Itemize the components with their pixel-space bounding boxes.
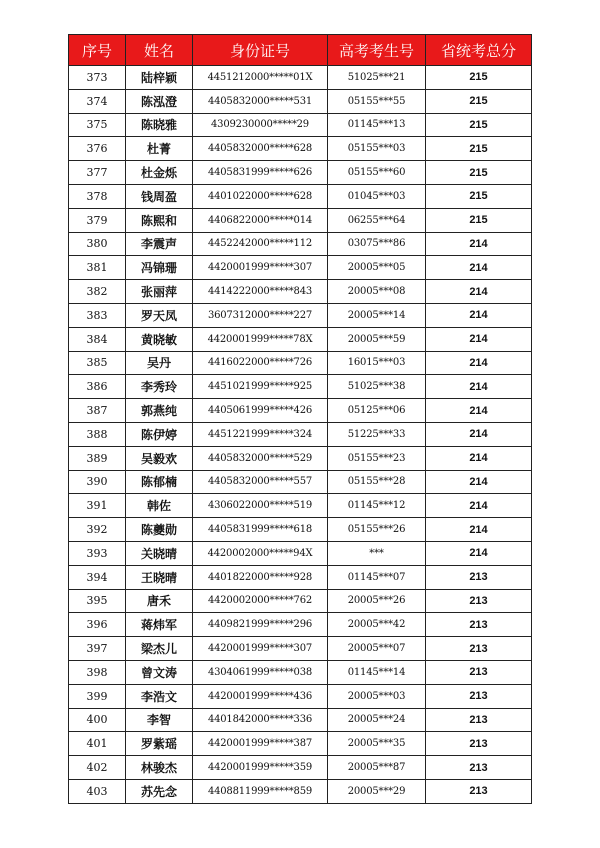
cell-id-number: 4420001999*****436 xyxy=(193,684,328,708)
cell-seq: 400 xyxy=(69,708,126,732)
table-row xyxy=(69,589,532,613)
cell-seq: 386 xyxy=(69,375,126,399)
cell-exam-number: 20005***07 xyxy=(328,637,426,661)
cell-name: 李秀玲 xyxy=(126,375,193,399)
table-row xyxy=(69,494,532,518)
cell-name: 杜菁 xyxy=(126,137,193,161)
cell-id-number: 4405832000*****529 xyxy=(193,446,328,470)
table-row xyxy=(69,137,532,161)
table-row xyxy=(69,732,532,756)
table-row xyxy=(69,756,532,780)
cell-seq: 403 xyxy=(69,779,126,803)
cell-seq: 393 xyxy=(69,541,126,565)
cell-total-score: 214 xyxy=(426,470,532,494)
table-row xyxy=(69,779,532,803)
cell-exam-number: 05155***28 xyxy=(328,470,426,494)
cell-seq: 381 xyxy=(69,256,126,280)
cell-id-number: 4401842000*****336 xyxy=(193,708,328,732)
cell-name: 李震声 xyxy=(126,232,193,256)
cell-total-score: 214 xyxy=(426,256,532,280)
cell-seq: 379 xyxy=(69,208,126,232)
cell-exam-number: 51225***33 xyxy=(328,422,426,446)
cell-seq: 373 xyxy=(69,66,126,90)
cell-exam-number: 05125***06 xyxy=(328,399,426,423)
cell-name: 李智 xyxy=(126,708,193,732)
cell-seq: 394 xyxy=(69,565,126,589)
cell-name: 冯锦珊 xyxy=(126,256,193,280)
cell-total-score: 214 xyxy=(426,232,532,256)
cell-total-score: 214 xyxy=(426,327,532,351)
table-row xyxy=(69,208,532,232)
cell-total-score: 213 xyxy=(426,779,532,803)
cell-name: 陈晓雅 xyxy=(126,113,193,137)
table-row xyxy=(69,541,532,565)
cell-exam-number: 20005***35 xyxy=(328,732,426,756)
cell-seq: 384 xyxy=(69,327,126,351)
cell-name: 吴丹 xyxy=(126,351,193,375)
cell-seq: 387 xyxy=(69,399,126,423)
cell-seq: 385 xyxy=(69,351,126,375)
table-row xyxy=(69,232,532,256)
cell-name: 关晓晴 xyxy=(126,541,193,565)
cell-id-number: 4401822000*****928 xyxy=(193,565,328,589)
table-row xyxy=(69,66,532,90)
cell-id-number: 4401022000*****628 xyxy=(193,184,328,208)
table-row xyxy=(69,422,532,446)
cell-name: 钱周盈 xyxy=(126,184,193,208)
cell-seq: 396 xyxy=(69,613,126,637)
cell-name: 罗紫瑶 xyxy=(126,732,193,756)
cell-exam-number: *** xyxy=(328,541,426,565)
cell-name: 陈伊婷 xyxy=(126,422,193,446)
cell-exam-number: 20005***26 xyxy=(328,589,426,613)
cell-total-score: 213 xyxy=(426,637,532,661)
cell-name: 唐禾 xyxy=(126,589,193,613)
cell-total-score: 214 xyxy=(426,422,532,446)
cell-exam-number: 20005***05 xyxy=(328,256,426,280)
cell-exam-number: 05155***60 xyxy=(328,161,426,185)
header-exam-number: 高考考生号 xyxy=(328,35,426,66)
cell-total-score: 215 xyxy=(426,66,532,90)
cell-exam-number: 03075***86 xyxy=(328,232,426,256)
cell-total-score: 215 xyxy=(426,113,532,137)
cell-id-number: 4420001999*****359 xyxy=(193,756,328,780)
cell-exam-number: 05155***55 xyxy=(328,89,426,113)
cell-seq: 401 xyxy=(69,732,126,756)
cell-id-number: 4452242000*****112 xyxy=(193,232,328,256)
cell-seq: 395 xyxy=(69,589,126,613)
cell-exam-number: 05155***26 xyxy=(328,518,426,542)
table-row xyxy=(69,660,532,684)
cell-id-number: 4405832000*****557 xyxy=(193,470,328,494)
table-row xyxy=(69,256,532,280)
table-row xyxy=(69,637,532,661)
cell-id-number: 4414222000*****843 xyxy=(193,280,328,304)
cell-exam-number: 01145***14 xyxy=(328,660,426,684)
table-row xyxy=(69,327,532,351)
cell-id-number: 4420002000*****762 xyxy=(193,589,328,613)
cell-exam-number: 51025***21 xyxy=(328,66,426,90)
cell-id-number: 4405061999*****426 xyxy=(193,399,328,423)
cell-total-score: 214 xyxy=(426,494,532,518)
cell-total-score: 213 xyxy=(426,660,532,684)
cell-seq: 378 xyxy=(69,184,126,208)
cell-id-number: 4416022000*****726 xyxy=(193,351,328,375)
cell-name: 吴毅欢 xyxy=(126,446,193,470)
cell-name: 李浩文 xyxy=(126,684,193,708)
header-name: 姓名 xyxy=(126,35,193,66)
cell-id-number: 4420001999*****307 xyxy=(193,256,328,280)
cell-seq: 376 xyxy=(69,137,126,161)
table-row xyxy=(69,565,532,589)
cell-seq: 398 xyxy=(69,660,126,684)
cell-id-number: 4451212000*****01X xyxy=(193,66,328,90)
cell-exam-number: 01045***03 xyxy=(328,184,426,208)
cell-total-score: 213 xyxy=(426,565,532,589)
cell-seq: 389 xyxy=(69,446,126,470)
cell-total-score: 213 xyxy=(426,684,532,708)
cell-seq: 391 xyxy=(69,494,126,518)
table-row xyxy=(69,613,532,637)
cell-name: 陈泓澄 xyxy=(126,89,193,113)
cell-total-score: 215 xyxy=(426,161,532,185)
table-row xyxy=(69,684,532,708)
table-body xyxy=(69,66,532,804)
cell-id-number: 4405831999*****626 xyxy=(193,161,328,185)
table-row xyxy=(69,113,532,137)
table-row xyxy=(69,399,532,423)
cell-exam-number: 20005***87 xyxy=(328,756,426,780)
cell-total-score: 213 xyxy=(426,589,532,613)
cell-exam-number: 05155***03 xyxy=(328,137,426,161)
cell-total-score: 214 xyxy=(426,399,532,423)
cell-exam-number: 01145***12 xyxy=(328,494,426,518)
cell-total-score: 215 xyxy=(426,208,532,232)
cell-seq: 380 xyxy=(69,232,126,256)
cell-exam-number: 16015***03 xyxy=(328,351,426,375)
cell-id-number: 4409821999*****296 xyxy=(193,613,328,637)
cell-id-number: 3607312000*****227 xyxy=(193,303,328,327)
cell-total-score: 214 xyxy=(426,518,532,542)
cell-id-number: 4309230000*****29 xyxy=(193,113,328,137)
cell-total-score: 214 xyxy=(426,351,532,375)
cell-total-score: 213 xyxy=(426,756,532,780)
cell-total-score: 215 xyxy=(426,184,532,208)
cell-exam-number: 20005***59 xyxy=(328,327,426,351)
cell-total-score: 214 xyxy=(426,375,532,399)
cell-name: 罗天凤 xyxy=(126,303,193,327)
cell-total-score: 213 xyxy=(426,613,532,637)
cell-seq: 382 xyxy=(69,280,126,304)
cell-seq: 375 xyxy=(69,113,126,137)
cell-name: 苏先念 xyxy=(126,779,193,803)
cell-exam-number: 20005***08 xyxy=(328,280,426,304)
table-row xyxy=(69,303,532,327)
table-row xyxy=(69,470,532,494)
cell-total-score: 214 xyxy=(426,303,532,327)
cell-name: 梁杰儿 xyxy=(126,637,193,661)
cell-id-number: 4420001999*****387 xyxy=(193,732,328,756)
header-total-score: 省统考总分 xyxy=(426,35,532,66)
cell-seq: 392 xyxy=(69,518,126,542)
cell-id-number: 4451221999*****324 xyxy=(193,422,328,446)
cell-name: 蒋炜军 xyxy=(126,613,193,637)
cell-name: 林骏杰 xyxy=(126,756,193,780)
cell-name: 郭燕纯 xyxy=(126,399,193,423)
cell-name: 陈熙和 xyxy=(126,208,193,232)
cell-total-score: 213 xyxy=(426,732,532,756)
cell-exam-number: 51025***38 xyxy=(328,375,426,399)
cell-name: 韩佐 xyxy=(126,494,193,518)
cell-name: 陈郁楠 xyxy=(126,470,193,494)
cell-exam-number: 20005***14 xyxy=(328,303,426,327)
cell-exam-number: 20005***42 xyxy=(328,613,426,637)
cell-name: 黄晓敏 xyxy=(126,327,193,351)
cell-total-score: 215 xyxy=(426,89,532,113)
cell-seq: 383 xyxy=(69,303,126,327)
cell-id-number: 4420001999*****307 xyxy=(193,637,328,661)
table-row xyxy=(69,446,532,470)
cell-exam-number: 20005***24 xyxy=(328,708,426,732)
cell-exam-number: 05155***23 xyxy=(328,446,426,470)
cell-id-number: 4405832000*****531 xyxy=(193,89,328,113)
cell-id-number: 4405832000*****628 xyxy=(193,137,328,161)
header-id-number: 身份证号 xyxy=(193,35,328,66)
cell-seq: 374 xyxy=(69,89,126,113)
cell-seq: 397 xyxy=(69,637,126,661)
cell-seq: 402 xyxy=(69,756,126,780)
table-row xyxy=(69,351,532,375)
cell-total-score: 214 xyxy=(426,541,532,565)
cell-seq: 399 xyxy=(69,684,126,708)
cell-name: 杜金烁 xyxy=(126,161,193,185)
table-row xyxy=(69,280,532,304)
table-row xyxy=(69,518,532,542)
cell-exam-number: 01145***13 xyxy=(328,113,426,137)
cell-id-number: 4306022000*****519 xyxy=(193,494,328,518)
cell-total-score: 215 xyxy=(426,137,532,161)
header-seq: 序号 xyxy=(69,35,126,66)
cell-id-number: 4406822000*****014 xyxy=(193,208,328,232)
cell-seq: 377 xyxy=(69,161,126,185)
cell-exam-number: 06255***64 xyxy=(328,208,426,232)
cell-id-number: 4420001999*****78X xyxy=(193,327,328,351)
cell-name: 陆梓颖 xyxy=(126,66,193,90)
table-row xyxy=(69,89,532,113)
header-row xyxy=(69,35,532,66)
cell-name: 王晓晴 xyxy=(126,565,193,589)
cell-seq: 388 xyxy=(69,422,126,446)
cell-exam-number: 01145***07 xyxy=(328,565,426,589)
cell-exam-number: 20005***29 xyxy=(328,779,426,803)
cell-id-number: 4420002000*****94X xyxy=(193,541,328,565)
cell-name: 张丽萍 xyxy=(126,280,193,304)
table-row xyxy=(69,708,532,732)
cell-id-number: 4408811999*****859 xyxy=(193,779,328,803)
score-table xyxy=(68,34,532,804)
table-row xyxy=(69,184,532,208)
cell-seq: 390 xyxy=(69,470,126,494)
cell-id-number: 4304061999*****038 xyxy=(193,660,328,684)
table-header xyxy=(69,35,532,66)
table-row xyxy=(69,375,532,399)
cell-total-score: 213 xyxy=(426,708,532,732)
cell-name: 曾文涛 xyxy=(126,660,193,684)
cell-id-number: 4451021999*****925 xyxy=(193,375,328,399)
cell-total-score: 214 xyxy=(426,280,532,304)
cell-exam-number: 20005***03 xyxy=(328,684,426,708)
cell-total-score: 214 xyxy=(426,446,532,470)
cell-id-number: 4405831999*****618 xyxy=(193,518,328,542)
table-row xyxy=(69,161,532,185)
cell-name: 陈夔勋 xyxy=(126,518,193,542)
